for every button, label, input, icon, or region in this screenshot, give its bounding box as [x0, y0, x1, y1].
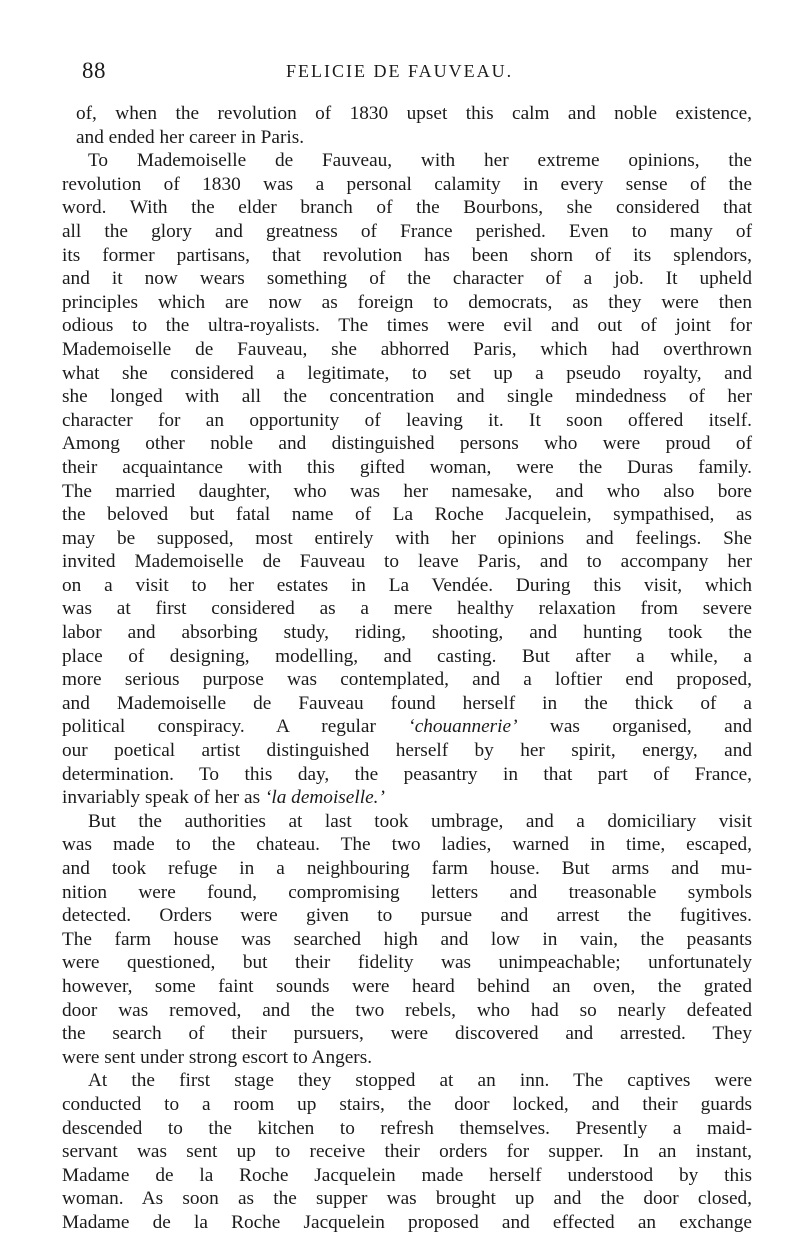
- text-line: The farm house was searched high and low in vain, the peasants: [62, 928, 752, 950]
- text-line: word. With the elder branch of the Bourbons, she considered that: [62, 197, 752, 219]
- text-line: door was removed, and the two rebels, who had so nearly defeated: [62, 999, 752, 1021]
- page-number: 88: [82, 58, 106, 83]
- text-line: The married daughter, who was her namesake, and who also bore: [62, 480, 752, 502]
- text-line: however, some faint sounds were heard behind an oven, the grated: [62, 975, 752, 997]
- text-line: Among other noble and distinguished persons who were proud of: [62, 433, 752, 455]
- text-line: Madame de la Roche Jacquelein made herself understood by this: [62, 1164, 752, 1186]
- text-line: and ended her career in Paris.: [76, 126, 305, 148]
- text-line: she longed with all the concentration and single mindedness of her: [62, 386, 752, 408]
- text-line: what she considered a legitimate, to set up a pseudo royalty, and: [62, 362, 752, 384]
- text-line: woman. As soon as the supper was brought up and the door closed,: [62, 1188, 752, 1210]
- text-line: its former partisans, that revolution has been shorn of its splendors,: [62, 244, 752, 266]
- text-line: servant was sent up to receive their orders for supper. In an instant,: [62, 1141, 752, 1163]
- text-line: Mademoiselle de Fauveau, she abhorred Paris, which had overthrown: [62, 338, 752, 360]
- text-line: their acquaintance with this gifted woman, were the Duras family.: [62, 456, 752, 478]
- text-line: more serious purpose was contemplated, and a loftier end proposed,: [62, 669, 752, 691]
- text-line: invited Mademoiselle de Fauveau to leave Paris, and to accompany her: [62, 551, 752, 573]
- text-line: detected. Orders were given to pursue and arrest the fugitives.: [62, 905, 752, 927]
- italic-term-la-demoiselle: ‘la demoiselle.’: [264, 787, 385, 809]
- text-line: labor and absorbing study, riding, shooting, and hunting took the: [62, 622, 752, 644]
- text-line: To Mademoiselle de Fauveau, with her extreme opinions, the: [88, 150, 752, 172]
- paragraph-4: [62, 1069, 752, 1234]
- paragraph-3: [62, 810, 752, 1070]
- text-line: the search of their pursuers, were discovered and arrested. They: [62, 1023, 752, 1045]
- text-line: conducted to a room up stairs, the door locked, and their guards: [62, 1093, 752, 1115]
- text-line: At the first stage they stopped at an inn. The captives were: [88, 1070, 752, 1092]
- text-line: odious to the ultra-royalists. The times were evil and out of joint for: [62, 315, 752, 337]
- running-title: FELICIE DE FAUVEAU.: [286, 61, 514, 81]
- text-line: may be supposed, most entirely with her opinions and feelings. She: [62, 527, 752, 549]
- text-segment: political conspiracy. A regular: [62, 716, 376, 738]
- text-line: Madame de la Roche Jacquelein proposed and effected an exchange: [62, 1211, 752, 1233]
- text-line: But the authorities at last took umbrage, and a domiciliary visit: [88, 810, 752, 832]
- text-line: our poetical artist distinguished herself by her spirit, energy, and: [62, 740, 752, 762]
- text-line: place of designing, modelling, and casting. But after a while, a: [62, 645, 752, 667]
- paragraph-1: [62, 102, 752, 149]
- text-line: determination. To this day, the peasantry in that part of France,: [62, 763, 752, 785]
- text-line: [62, 715, 752, 739]
- text-line: character for an opportunity of leaving it. It soon offered itself.: [62, 409, 752, 431]
- text-segment: was organised, and: [549, 716, 752, 738]
- text-line: were sent under strong escort to Angers.: [62, 1046, 373, 1068]
- running-head: [62, 58, 752, 88]
- text-line: on a visit to her estates in La Vendée. During this visit, which: [62, 574, 752, 596]
- book-page: [62, 58, 752, 1235]
- paragraph-2: [62, 149, 752, 810]
- text-line: and took refuge in a neighbouring farm house. But arms and mu-: [62, 858, 752, 879]
- text-line: and Mademoiselle de Fauveau found herself in the thick of a: [62, 692, 752, 714]
- text-line: the beloved but fatal name of La Roche Jacquelein, sympathised, as: [62, 504, 752, 526]
- text-line: was made to the chateau. The two ladies, warned in time, escaped,: [62, 834, 752, 856]
- italic-term-chouannerie: ‘chouannerie’: [408, 716, 518, 738]
- text-line: [62, 786, 752, 810]
- text-line: revolution of 1830 was a personal calamity in every sense of the: [62, 173, 752, 195]
- text-line: nition were found, compromising letters and treasonable symbols: [62, 881, 752, 903]
- text-line: was at first considered as a mere healthy relaxation from severe: [62, 598, 752, 620]
- text-line: of, when the revolution of 1830 upset this calm and noble existence,: [76, 103, 752, 124]
- text-line: were questioned, but their fidelity was unimpeachable; unfortunately: [62, 952, 752, 974]
- text-line: principles which are now as foreign to democrats, as they were then: [62, 291, 752, 313]
- text-segment: invariably speak of her as: [62, 787, 261, 809]
- text-line: descended to the kitchen to refresh themselves. Presently a maid-: [62, 1117, 752, 1139]
- text-line: all the glory and greatness of France perished. Even to many of: [62, 220, 752, 242]
- text-line: and it now wears something of the character of a job. It upheld: [62, 268, 752, 290]
- body-text: [62, 102, 752, 1235]
